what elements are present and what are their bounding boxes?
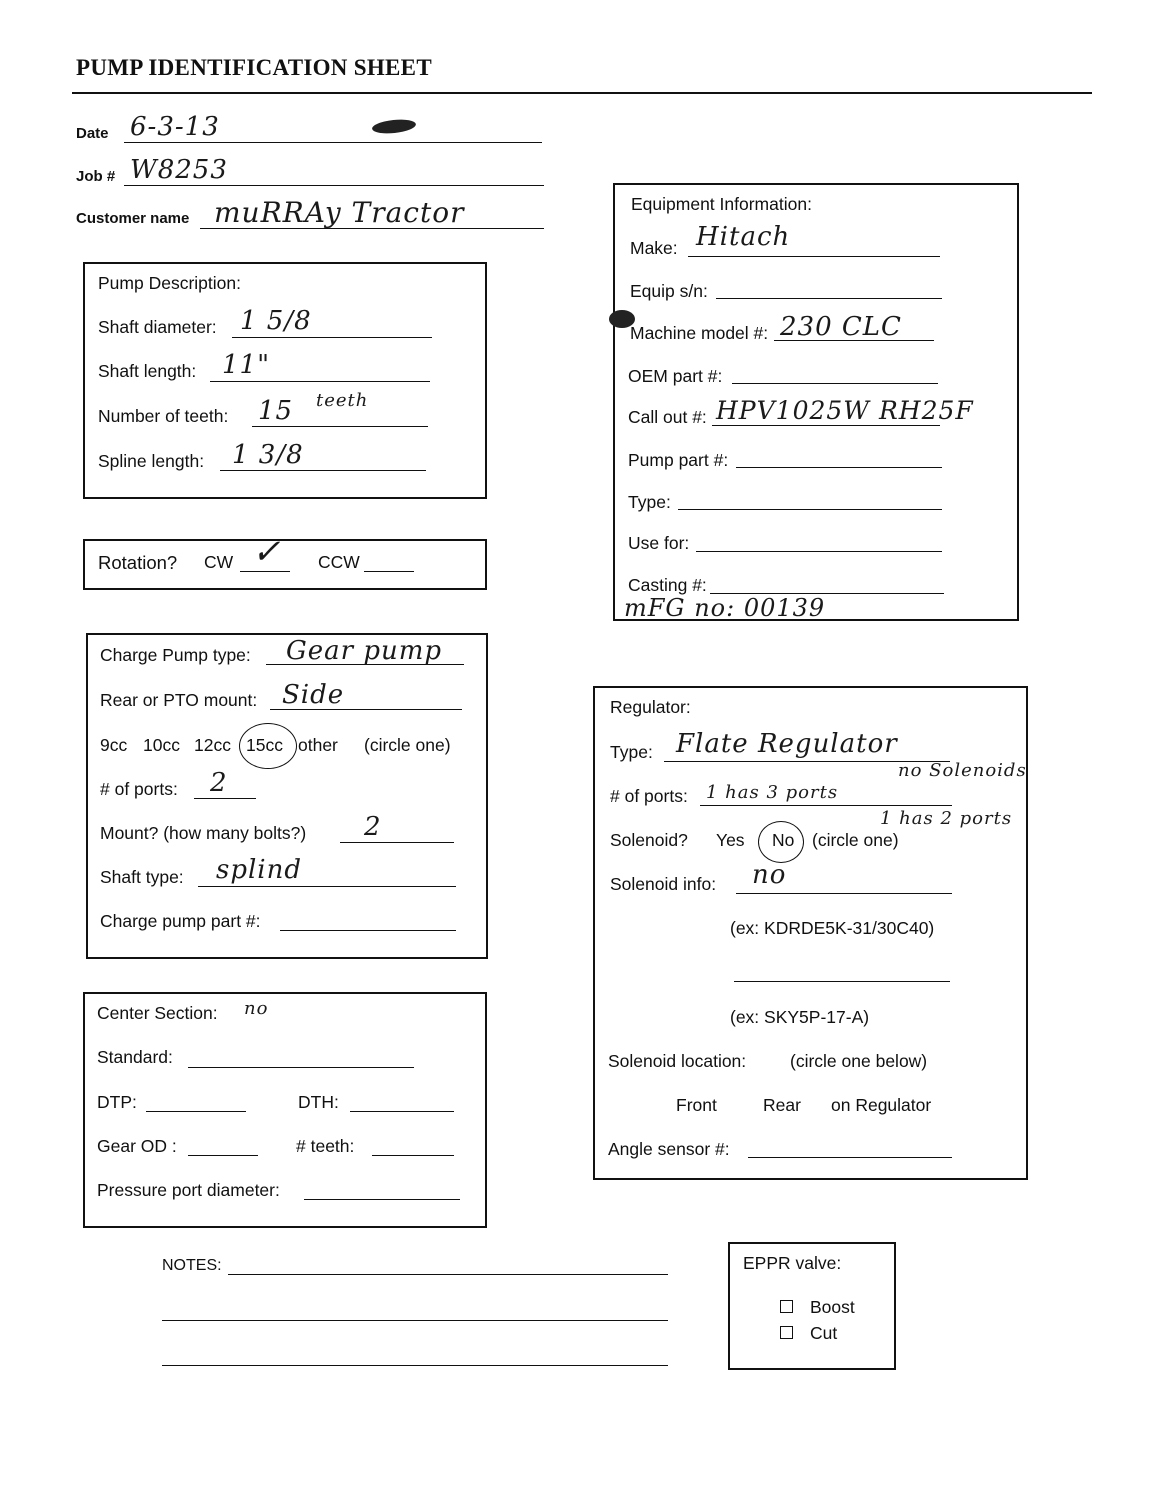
solenoid-example-2: (ex: SKY5P-17-A) [730,1007,870,1027]
rotation-cw-label: CW [204,552,234,572]
solenoid-location-label: Solenoid location: [608,1051,747,1071]
make-value[interactable]: Hitach [696,222,791,252]
shaft-length-line [210,381,430,382]
solenoid-info-line-2[interactable] [734,981,950,982]
mfg-number-value[interactable]: mFG no: 00139 [624,594,826,622]
solenoid-example-1: (ex: KDRDE5K-31/30C40) [730,918,935,938]
gear-od-label: Gear OD : [97,1136,177,1156]
use-for-label: Use for: [628,533,690,553]
bolts-line [340,842,454,843]
title-rule [72,92,1092,94]
oem-part-line[interactable] [732,383,938,384]
notes-label: NOTES: [162,1257,222,1274]
solenoid-yes[interactable]: Yes [716,830,745,850]
location-rear[interactable]: Rear [763,1095,801,1115]
shaft-diameter-line [232,337,432,338]
shaft-type-label: Shaft type: [100,867,184,887]
solenoid-info-line [736,893,952,894]
regulator-ports-line [700,805,952,806]
center-teeth-label: # teeth: [296,1136,355,1156]
equipment-heading: Equipment Information: [631,194,812,214]
size-selected-circle [239,723,297,769]
casting-label: Casting #: [628,575,707,595]
angle-sensor-line[interactable] [748,1157,952,1158]
size-option-12cc[interactable]: 12cc [194,735,231,755]
charge-ports-value[interactable]: 2 [210,768,228,798]
solenoid-info-label: Solenoid info: [610,874,717,894]
size-option-10cc[interactable]: 10cc [143,735,180,755]
location-front[interactable]: Front [676,1095,717,1115]
notes-line-2[interactable] [162,1320,668,1321]
size-option-9cc[interactable]: 9cc [100,735,128,755]
spline-length-label: Spline length: [98,451,205,471]
eppr-boost-label: Boost [810,1297,855,1317]
page-title: PUMP IDENTIFICATION SHEET [76,55,432,80]
rotation-ccw-label: CCW [318,552,360,572]
job-line [124,185,544,186]
charge-part-line[interactable] [280,930,456,931]
center-section-heading: Center Section: [97,1003,218,1023]
shaft-diameter-value[interactable]: 1 5/8 [240,306,312,336]
teeth-value[interactable]: 15 [258,396,294,426]
regulator-heading: Regulator: [610,697,691,717]
eppr-cut-label: Cut [810,1323,838,1343]
callout-label: Call out #: [628,407,707,427]
date-label: Date [76,125,109,142]
eppr-boost-checkbox[interactable] [780,1300,793,1313]
center-teeth-line[interactable] [372,1155,454,1156]
ink-smudge [371,118,416,136]
job-label: Job # [76,168,116,185]
rotation-label: Rotation? [98,552,178,573]
pressure-port-label: Pressure port diameter: [97,1180,280,1200]
notes-line-3[interactable] [162,1365,668,1366]
solenoid-label: Solenoid? [610,830,688,850]
make-label: Make: [630,238,678,258]
shaft-length-label: Shaft length: [98,361,197,381]
charge-pump-type-label: Charge Pump type: [100,645,251,665]
spline-length-line [220,470,426,471]
callout-line [712,425,940,426]
customer-value[interactable]: muRRAy Tractor [214,196,465,229]
model-value[interactable]: 230 CLC [780,312,902,342]
rotation-cw-check[interactable]: ✓ [252,532,282,572]
use-for-line[interactable] [696,551,942,552]
equipment-type-label: Type: [628,492,671,512]
location-on-regulator[interactable]: on Regulator [831,1095,932,1115]
regulator-type-label: Type: [610,742,653,762]
pressure-port-line[interactable] [304,1199,460,1200]
solenoid-no[interactable]: No [772,830,795,850]
pump-part-label: Pump part #: [628,450,729,470]
teeth-line [252,426,428,427]
standard-line[interactable] [188,1067,414,1068]
charge-part-label: Charge pump part #: [100,911,261,931]
charge-ports-label: # of ports: [100,779,178,799]
dtp-label: DTP: [97,1092,137,1112]
bolts-value[interactable]: 2 [364,812,382,842]
equip-serial-line[interactable] [716,298,942,299]
solenoid-info-value[interactable]: no [752,860,787,890]
teeth-note: teeth [316,390,369,411]
make-line [688,256,940,257]
mount-label: Rear or PTO mount: [100,690,258,710]
charge-ports-line [194,798,256,799]
rotation-ccw-line[interactable] [364,571,414,572]
shaft-type-value[interactable]: splind [216,855,303,885]
charge-pump-type-value[interactable]: Gear pump [286,636,443,666]
size-option-other[interactable]: other [298,735,338,755]
date-value[interactable]: 6-3-13 [130,112,220,142]
job-value[interactable]: W8253 [130,155,228,185]
spline-length-value[interactable]: 1 3/8 [232,440,304,470]
date-line [124,142,542,143]
model-label: Machine model #: [630,323,769,343]
bolts-label: Mount? (how many bolts?) [100,823,307,843]
equipment-type-line[interactable] [678,509,942,510]
notes-line-1[interactable] [228,1274,668,1275]
pump-part-line[interactable] [736,467,942,468]
dtp-line[interactable] [146,1111,246,1112]
regulator-ports-label: # of ports: [610,786,688,806]
customer-label: Customer name [76,210,190,227]
shaft-diameter-label: Shaft diameter: [98,317,217,337]
size-option-15cc[interactable]: 15cc [246,735,283,755]
gear-od-line[interactable] [188,1155,258,1156]
regulator-ports-value[interactable]: 1 has 3 ports [706,782,839,803]
regulator-ports-note: 1 has 2 ports [880,808,1013,829]
eppr-cut-checkbox[interactable] [780,1326,793,1339]
teeth-label: Number of teeth: [98,406,229,426]
no-solenoids-note: no Solenoids [898,760,1027,781]
dth-line[interactable] [350,1111,454,1112]
equip-serial-label: Equip s/n: [630,281,708,301]
eppr-heading: EPPR valve: [743,1253,842,1273]
solenoid-location-note: (circle one below) [790,1051,928,1071]
size-circle-note: (circle one) [364,735,451,755]
oem-part-label: OEM part #: [628,366,723,386]
center-section-value[interactable]: no [244,998,269,1019]
standard-label: Standard: [97,1047,173,1067]
pump-description-heading: Pump Description: [98,273,241,293]
solenoid-selected-circle [758,821,804,863]
mount-value[interactable]: Side [282,680,345,710]
regulator-type-value[interactable]: Flate Regulator [676,729,898,759]
solenoid-circle-note: (circle one) [812,830,899,850]
shaft-length-value[interactable]: 11" [222,350,271,380]
shaft-type-line [198,886,456,887]
callout-value[interactable]: HPV1025W RH25F [716,396,974,425]
dth-label: DTH: [298,1092,339,1112]
angle-sensor-label: Angle sensor #: [608,1139,730,1159]
